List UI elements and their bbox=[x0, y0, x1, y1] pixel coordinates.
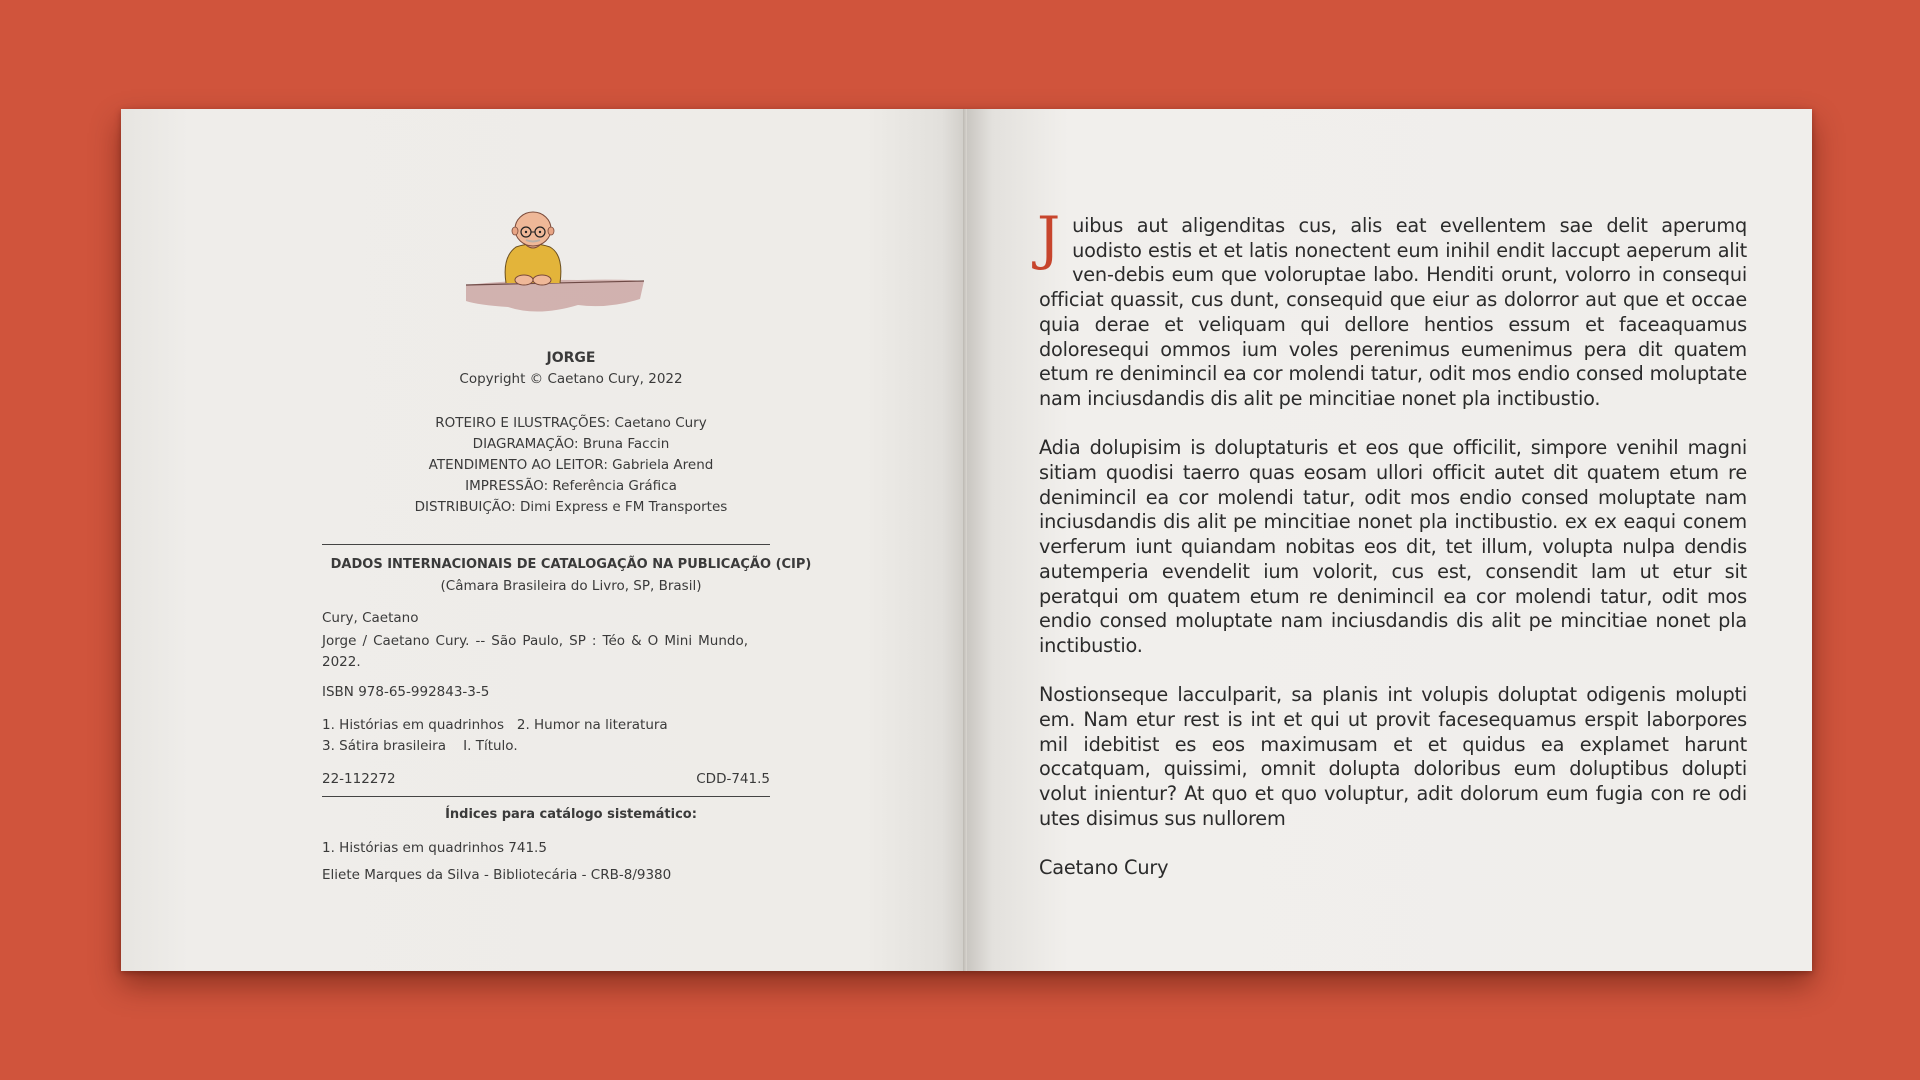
cip-subheading: (Câmara Brasileira do Livro, SP, Brasil) bbox=[440, 578, 702, 594]
cip-subjects-1: 1. Histórias em quadrinhos 2. Humor na literatura bbox=[322, 717, 668, 733]
cip-subjects-2: 3. Sátira brasileira I. Título. bbox=[322, 738, 518, 754]
cip-author: Cury, Caetano bbox=[322, 610, 419, 626]
preface-paragraph: Nostionseque lacculparit, sa planis int volupis doluptat odigenis molupti em. Nam etur rest is int et qui ut provit facesequamus erspit laborpores mil idebitist es eos maximusam et et quidus ea explamet harunt occatquam, quissimi, omnit dolupta doloribus eum doluptibus dolupti volut inientur? At quo et quo voluptur, adit dolorum eum fugia con re odi utes disimus sus nullorem bbox=[1039, 683, 1747, 830]
credit-line: IMPRESSÃO: Referência Gráfica bbox=[465, 478, 677, 494]
cip-heading: DADOS INTERNACIONAIS DE CATALOGAÇÃO NA PUBLICAÇÃO (CIP) bbox=[330, 557, 812, 572]
credit-line: ROTEIRO E ILUSTRAÇÕES: Caetano Cury bbox=[435, 415, 707, 431]
cip-number: 22-112272 bbox=[322, 771, 396, 787]
left-page bbox=[121, 109, 967, 971]
cip-bottom-divider bbox=[322, 796, 770, 797]
preface-paragraph: Adia dolupisim is doluptaturis et eos que officilit, simpore venihil magni sitiam quodisi taerro quas eosam ullori officit autet dit quatem etum re denimincil ea cor molendi tatur, odit mos endio consed moluptate nam inciusdandis dis alit pe mincitiae nonet pla inctibustio. ex ex eaqui conem verferum iunt quiandam nobitas eos dit, tet illum, volupta nulpa dendis autemperia evendelit ium volorit, cus est, consendit lam ut etur sit peratqui om quatem etum re denimincil ea cor molendi tatur, odit mos endio consed moluptate nam inciusdandis dis alit pe mincitiae nonet pla inctibustio. bbox=[1039, 436, 1747, 657]
credit-line: DISTRIBUIÇÃO: Dimi Express e FM Transportes bbox=[414, 499, 728, 515]
copyright-line: Copyright © Caetano Cury, 2022 bbox=[459, 371, 683, 387]
drop-cap: J bbox=[1037, 204, 1061, 272]
preface-text bbox=[1037, 204, 1747, 881]
cip-cdd: CDD-741.5 bbox=[696, 771, 770, 787]
credit-line: ATENDIMENTO AO LEITOR: Gabriela Arend bbox=[428, 457, 714, 473]
credit-line: DIAGRAMAÇÃO: Bruna Faccin bbox=[472, 436, 670, 452]
jorge-illustration bbox=[458, 209, 648, 329]
cip-top-divider bbox=[322, 544, 770, 545]
index-entry: 1. Histórias em quadrinhos 741.5 bbox=[322, 840, 547, 856]
author-signature: Caetano Cury bbox=[1039, 856, 1169, 880]
book-title: JORGE bbox=[546, 350, 596, 366]
right-page bbox=[967, 109, 1812, 971]
open-book bbox=[121, 109, 1812, 971]
librarian-credit: Eliete Marques da Silva - Bibliotecária - CRB-8/9380 bbox=[322, 867, 672, 883]
paragraph-text: uibus aut aligenditas cus, alis eat evellentem sae delit aperumq uodisto estis et et latis nonectent eum inihil endit laccupt aeperum alit ven-debis eum que voloruptae labo. Henditi orunt, volorro in consequi officiat quassit, cus dunt, consequid que eiur as dolorror aut que et occae quia derae et veliquam qui dellore hentios essum et faceaquamus doloresequi ommos ium voles perenimus eumenimus pera dit quatem etum re denimincil ea cor molendi tatur, odit mos endio consed moluptate nam inciusdandis dis alit pe mincitiae nonet pla inctibustio. bbox=[1039, 214, 1747, 410]
index-heading: Índices para catálogo sistemático: bbox=[445, 807, 697, 822]
credits-list bbox=[321, 413, 821, 518]
cip-isbn: ISBN 978-65-992843-3-5 bbox=[322, 684, 490, 700]
preface-paragraph bbox=[1037, 204, 1747, 412]
cip-entry: Jorge / Caetano Cury. -- São Paulo, SP : Téo & O Mini Mundo, 2022. bbox=[322, 633, 748, 670]
